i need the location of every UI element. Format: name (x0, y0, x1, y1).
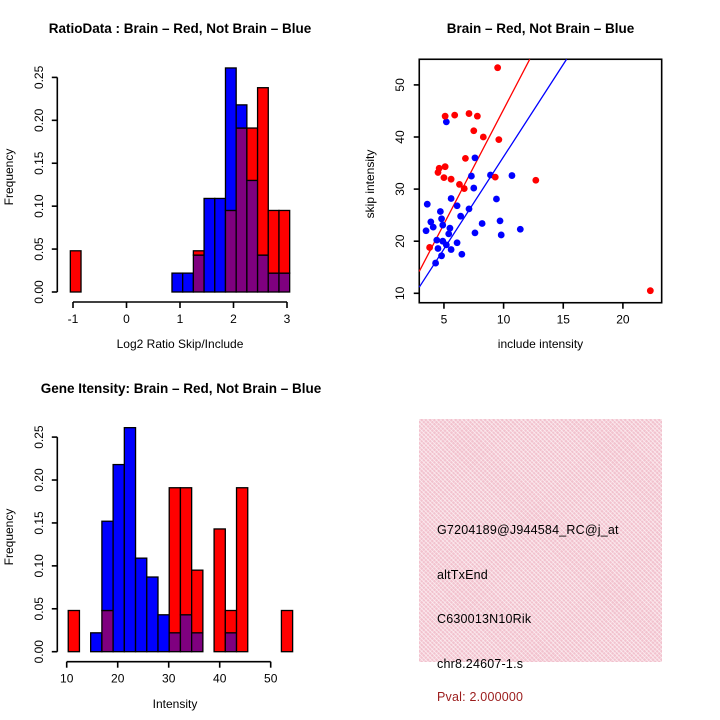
hist-bar (214, 529, 225, 652)
blue-data-point (433, 237, 440, 244)
x-axis-label: include intensity (497, 337, 584, 351)
red-data-point (442, 163, 449, 170)
gene-intensity-histogram-panel (0, 360, 360, 720)
y-tick-label: 0.00 (32, 640, 46, 664)
y-tick-label: 0.20 (32, 468, 46, 492)
probe-id-text: G7204189@J944584_RC@j_at (437, 523, 619, 537)
x-tick-label: -1 (67, 312, 79, 326)
blue-data-point (493, 196, 500, 203)
blue-data-point (438, 252, 445, 259)
red-data-point (492, 174, 499, 181)
x-tick-label: 10 (496, 312, 511, 327)
y-tick-label: 40 (393, 130, 407, 144)
y-tick-label: 0.25 (32, 65, 46, 90)
blue-data-point (458, 251, 465, 258)
gene-intensity-histogram-chart (0, 360, 360, 720)
x-axis-label: Log2 Ratio Skip/Include (116, 337, 244, 351)
y-tick-label: 50 (393, 78, 407, 92)
blue-data-point (445, 231, 452, 238)
hist-bar (204, 198, 215, 292)
blue-data-point (497, 217, 504, 224)
hist-bar (237, 488, 248, 652)
blue-data-point (424, 201, 431, 208)
hist-bar-overlap (258, 255, 269, 292)
red-data-point (480, 134, 487, 141)
hist-bar-overlap (193, 255, 204, 292)
blue-data-point (457, 213, 464, 220)
hist-bar (136, 558, 147, 652)
hist-bar (236, 105, 247, 128)
blue-data-point (447, 225, 454, 232)
blue-data-point (498, 232, 505, 239)
blue-data-point (435, 245, 442, 252)
y-tick-label: 0.15 (32, 511, 46, 535)
hist-bar (147, 577, 158, 652)
x-tick-label: 15 (556, 312, 570, 327)
red-data-point (474, 113, 481, 120)
blue-data-point (466, 205, 473, 212)
red-data-point (495, 136, 502, 143)
hist-bar (180, 488, 191, 615)
hist-bar (124, 428, 135, 652)
hist-bar (91, 633, 102, 652)
blue-data-point (423, 227, 430, 234)
y-tick-label: 0.10 (32, 554, 46, 578)
blue-data-point (437, 208, 444, 215)
hist-bar-overlap (236, 128, 247, 292)
blue-data-point (454, 202, 461, 209)
blue-data-point (432, 260, 439, 267)
red-data-point (435, 169, 442, 176)
y-axis-label: Frequency (2, 508, 16, 566)
hist-bar-overlap (247, 180, 258, 292)
red-data-point (470, 127, 477, 134)
hist-bar-overlap (268, 273, 279, 292)
blue-data-point (472, 229, 479, 236)
hist-bar (268, 210, 279, 273)
hist-bar (281, 610, 292, 651)
x-tick-label: 50 (264, 671, 278, 686)
y-tick-label: 0.25 (32, 425, 46, 449)
blue-data-point (454, 239, 461, 246)
y-tick-label: 0.20 (32, 108, 46, 132)
y-tick-label: 0.15 (32, 151, 46, 175)
x-tick-label: 40 (213, 671, 227, 686)
hist-bar (225, 68, 236, 210)
hist-bar-overlap (180, 615, 191, 652)
x-tick-label: 20 (616, 312, 630, 327)
intensity-scatter-panel (360, 0, 720, 360)
red-data-point (461, 185, 468, 192)
hist-bar-overlap (225, 633, 236, 652)
hist-bar (70, 251, 81, 292)
plot-box (419, 59, 661, 302)
ratio-histogram-panel (0, 0, 360, 360)
hist-bar-overlap (225, 210, 236, 292)
red-data-point (448, 176, 455, 183)
blue-data-point (430, 224, 437, 231)
x-tick-label: 5 (440, 312, 448, 327)
x-tick-label: 1 (176, 312, 184, 326)
chart-title: Brain – Red, Not Brain – Blue (446, 21, 635, 36)
hist-bar-overlap (279, 273, 290, 292)
red-data-point (462, 155, 469, 162)
chart-title: Gene Itensity: Brain – Red, Not Brain – Blue (40, 381, 322, 396)
red-data-point (647, 287, 654, 294)
blue-data-point (517, 226, 524, 233)
x-tick-label: 20 (111, 671, 125, 686)
hist-bar (172, 273, 183, 292)
intensity-scatter-chart (360, 0, 720, 360)
blue-data-point (438, 215, 445, 222)
y-tick-label: 10 (393, 286, 407, 300)
hist-bar-overlap (169, 633, 180, 652)
blue-data-point (509, 172, 516, 179)
x-tick-label: 2 (230, 312, 237, 326)
red-data-point (532, 177, 539, 184)
chromosome-location-text: chr8.24607-1.s (437, 657, 524, 671)
red-data-point (442, 113, 449, 120)
hist-bar-overlap (102, 610, 113, 651)
x-tick-label: 10 (60, 671, 74, 686)
x-tick-label: 0 (123, 312, 130, 326)
gene-info-box (419, 419, 662, 704)
x-tick-label: 3 (283, 312, 291, 326)
ratio-histogram-chart (0, 0, 360, 360)
y-axis-label: skip intensity (363, 149, 377, 219)
blue-data-point (479, 220, 486, 227)
x-tick-label: 30 (162, 671, 176, 686)
hist-bar (158, 615, 169, 652)
hist-bar (193, 251, 204, 255)
hist-bar (247, 128, 258, 180)
blue-data-point (448, 195, 455, 202)
hist-bar (113, 465, 124, 652)
pval-text: Pval: 2.000000 (437, 690, 524, 704)
hist-bar (102, 521, 113, 610)
event-type-text: altTxEnd (437, 568, 488, 582)
gene-info-panel (360, 360, 720, 720)
hist-bar (215, 198, 226, 292)
hist-bar (183, 273, 194, 292)
y-axis-label: Frequency (2, 148, 16, 206)
chart-title: RatioData : Brain – Red, Not Brain – Blue (48, 21, 312, 36)
red-data-point (426, 244, 433, 251)
blue-data-point (448, 246, 455, 253)
red-data-point (451, 112, 458, 119)
red-data-point (441, 174, 448, 181)
y-tick-label: 0.00 (32, 280, 46, 304)
hist-bar (258, 88, 269, 255)
blue-data-point (443, 118, 450, 125)
y-tick-label: 20 (393, 234, 407, 248)
hist-bar (279, 210, 290, 273)
blue-data-point (468, 173, 475, 180)
y-tick-label: 30 (393, 182, 407, 196)
red-data-point (494, 64, 501, 71)
x-axis-label: Intensity (152, 697, 198, 711)
blue-data-point (470, 185, 477, 192)
blue-data-point (472, 154, 479, 161)
hist-bar (225, 610, 236, 632)
hist-bar (192, 570, 203, 633)
red-data-point (466, 110, 473, 117)
hist-bar (169, 488, 180, 633)
hist-bar-overlap (192, 633, 203, 652)
blue-data-point (439, 222, 446, 229)
gene-symbol-text: C630013N10Rik (437, 612, 532, 626)
y-tick-label: 0.05 (32, 597, 46, 621)
y-tick-label: 0.10 (32, 194, 46, 218)
y-tick-label: 0.05 (32, 237, 46, 261)
hist-bar (68, 610, 79, 651)
